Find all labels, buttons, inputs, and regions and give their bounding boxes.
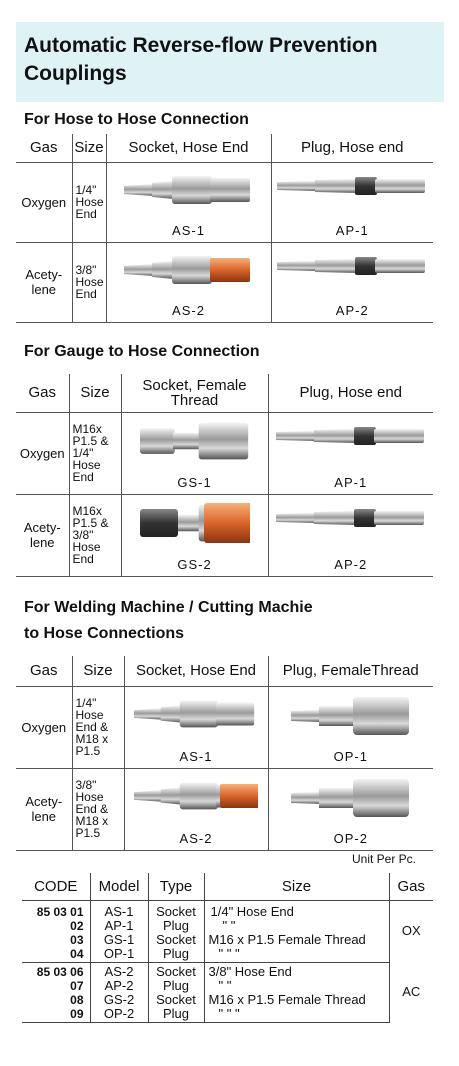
model-cell: AP-1	[90, 919, 148, 933]
table-row	[22, 947, 433, 963]
size-cell: 3/8" Hose End	[72, 242, 106, 322]
table-row	[22, 962, 433, 979]
table-row	[22, 1007, 433, 1023]
code-table	[22, 873, 433, 1023]
code-cell: 04	[22, 947, 90, 963]
table-row	[22, 933, 433, 947]
header-type: Type	[148, 873, 204, 900]
table-row	[22, 900, 433, 919]
hose-to-hose-table	[16, 134, 433, 323]
socket-model: AS-2	[179, 830, 213, 846]
table-row	[16, 162, 433, 242]
size-cell: " " "	[204, 1007, 389, 1023]
model-cell: AS-2	[90, 962, 148, 979]
type-cell: Socket	[148, 993, 204, 1007]
page-title: Automatic Reverse-flow Prevention Couplings	[24, 34, 378, 85]
type-cell: Socket	[148, 962, 204, 979]
size-cell: 1/4" Hose End & M18 x P1.5	[72, 686, 124, 768]
model-cell: OP-1	[90, 947, 148, 963]
socket-model: AS-1	[179, 748, 213, 764]
type-cell: Socket	[148, 933, 204, 947]
gas-acetylene: Acety-lene	[16, 494, 69, 576]
title-band	[16, 22, 444, 102]
socket-cell	[121, 494, 268, 576]
type-cell: Plug	[148, 919, 204, 933]
hose-socket-oxygen-image	[124, 173, 254, 207]
header-socket: Socket, Female Thread	[121, 374, 268, 412]
size-cell: M16x P1.5 & 1/4" Hose End	[69, 412, 121, 494]
section-heading-welding-line1: For Welding Machine / Cutting Machie	[24, 599, 313, 616]
gas-cell: OX	[389, 900, 433, 962]
plug-model: AP-1	[334, 474, 368, 490]
gauge-to-hose-table	[16, 374, 433, 577]
socket-cell	[124, 686, 268, 768]
hose-plug-image	[277, 173, 427, 199]
gauge-socket-oxygen-image	[140, 419, 250, 463]
hose-socket-acetylene-image	[134, 779, 258, 813]
type-cell: Plug	[148, 947, 204, 963]
socket-model: AS-1	[172, 222, 205, 238]
socket-model: GS-1	[177, 474, 212, 490]
size-cell: M16x P1.5 & 3/8" Hose End	[69, 494, 121, 576]
size-cell: M16 x P1.5 Female Thread	[204, 993, 389, 1007]
header-gas: Gas	[16, 374, 69, 412]
unit-note: Unit Per Pc.	[352, 852, 417, 866]
header-plug: Plug, Hose end	[271, 134, 433, 162]
header-gas: Gas	[389, 873, 433, 900]
size-cell: 3/8" Hose End	[204, 962, 389, 979]
table-row	[16, 412, 433, 494]
model-cell: GS-2	[90, 993, 148, 1007]
header-gas: Gas	[16, 134, 72, 162]
header-size: Size	[204, 873, 389, 900]
plug-model: AP-2	[335, 302, 369, 318]
header-size: Size	[69, 374, 121, 412]
section-heading-gauge-to-hose: For Gauge to Hose Connection	[24, 343, 260, 360]
header-gas: Gas	[16, 656, 72, 686]
gas-oxygen: Oxygen	[16, 686, 72, 768]
model-cell: AP-2	[90, 979, 148, 993]
size-cell: 1/4" Hose End	[72, 162, 106, 242]
gas-cell: AC	[389, 962, 433, 1022]
header-size: Size	[72, 134, 106, 162]
size-cell: " "	[204, 919, 389, 933]
code-cell: 85 03 01	[22, 900, 90, 919]
plug-model: OP-1	[333, 748, 368, 764]
socket-cell	[121, 412, 268, 494]
code-cell: 85 03 06	[22, 962, 90, 979]
socket-cell	[106, 162, 271, 242]
section-heading-hose-to-hose: For Hose to Hose Connection	[24, 111, 249, 128]
plug-cell	[268, 494, 433, 576]
size-cell: 1/4" Hose End	[204, 900, 389, 919]
gas-acetylene: Acety-lene	[16, 242, 72, 322]
plug-cell	[268, 768, 433, 850]
gas-acetylene: Acety-lene	[16, 768, 72, 850]
model-cell: GS-1	[90, 933, 148, 947]
socket-model: GS-2	[177, 556, 212, 572]
code-cell: 09	[22, 1007, 90, 1023]
type-cell: Plug	[148, 1007, 204, 1023]
plug-cell	[268, 686, 433, 768]
size-cell: 3/8" Hose End & M18 x P1.5	[72, 768, 124, 850]
header-plug: Plug, Hose end	[268, 374, 433, 412]
plug-model: AP-1	[335, 222, 369, 238]
hose-socket-acetylene-image	[124, 253, 254, 287]
code-cell: 02	[22, 919, 90, 933]
socket-model: AS-2	[172, 302, 205, 318]
table-row	[16, 686, 433, 768]
female-plug-image	[291, 773, 411, 823]
gas-oxygen: Oxygen	[16, 412, 69, 494]
header-code: CODE	[22, 873, 90, 900]
gauge-socket-acetylene-image	[140, 501, 250, 545]
plug-cell	[271, 162, 433, 242]
hose-plug-image	[277, 253, 427, 279]
plug-model: AP-2	[334, 556, 368, 572]
table-row	[22, 919, 433, 933]
size-cell: " "	[204, 979, 389, 993]
table-row	[16, 494, 433, 576]
header-socket: Socket, Hose End	[106, 134, 271, 162]
plug-cell	[271, 242, 433, 322]
hose-socket-oxygen-image	[134, 697, 258, 731]
header-model: Model	[90, 873, 148, 900]
header-plug: Plug, FemaleThread	[268, 656, 433, 686]
socket-cell	[124, 768, 268, 850]
hose-plug-image	[276, 423, 426, 449]
plug-cell	[268, 412, 433, 494]
table-row	[16, 242, 433, 322]
code-cell: 03	[22, 933, 90, 947]
type-cell: Socket	[148, 900, 204, 919]
plug-model: OP-2	[333, 830, 368, 846]
size-cell: " " "	[204, 947, 389, 963]
code-cell: 08	[22, 993, 90, 1007]
welding-to-hose-table	[16, 656, 433, 851]
gas-oxygen: Oxygen	[16, 162, 72, 242]
female-plug-image	[291, 691, 411, 741]
section-heading-welding-line2: to Hose Connections	[24, 625, 185, 642]
type-cell: Plug	[148, 979, 204, 993]
header-socket: Socket, Hose End	[124, 656, 268, 686]
hose-plug-image	[276, 505, 426, 531]
model-cell: AS-1	[90, 900, 148, 919]
code-cell: 07	[22, 979, 90, 993]
table-row	[16, 768, 433, 850]
header-size: Size	[72, 656, 124, 686]
socket-cell	[106, 242, 271, 322]
size-cell: M16 x P1.5 Female Thread	[204, 933, 389, 947]
table-row	[22, 993, 433, 1007]
table-row	[22, 979, 433, 993]
model-cell: OP-2	[90, 1007, 148, 1023]
